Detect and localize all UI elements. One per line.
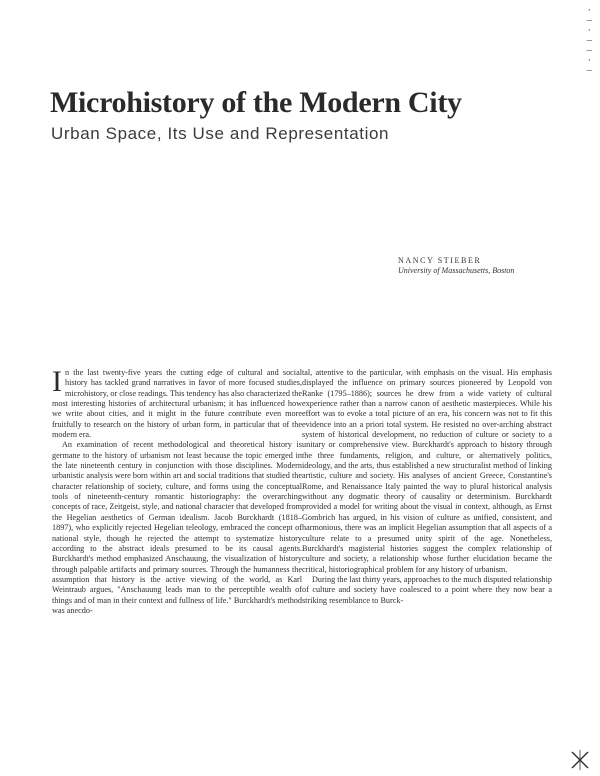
drop-cap: I: [52, 365, 62, 398]
article-title: Microhistory of the Modern City: [50, 86, 462, 119]
author-block: [398, 256, 568, 275]
author-name: NANCY STIEBER: [398, 256, 482, 265]
paragraph: During the last thirty years, approaches to the much disputed relationship of culture and society have coalesced to a point where they now bear a striking resemblance to Burck-: [302, 574, 552, 605]
article-subtitle: Urban Space, Its Use and Representation: [51, 124, 390, 143]
crop-mark-icon: [570, 750, 590, 770]
paragraph: An examination of recent methodological and theoretical history is germane to the history of urbanism not least because the topic emerged in the late nineteenth century in conjunction with those disciplines. Modern urbanistic analysis were born within art and social traditions that studied the character relationship of society, culture, and forms using the conceptual tools of nineteenth-century romantic historiography: the overarching concepts of race, Zeitgeist, style, and national character that developed from the Hegelian aesthetics of German idealism. Jacob Burckhardt (1818–1897), who explicitly rejected Hegelian teleology, embraced the concept of national style, though he rejected the attempt to systematize history according to the abstract ideals presumed to be its causal agents. Burckhardt's method emphasized Anschauung, the visualization of history through palpable artifacts and primary sources. Through the humanness the assumption that history is the active viewing of the world, as Karl Weintraub argues, "Anschauung leads man to the perceptible wealth of things and of man in their context and fullness of life." Burckhardt's method was anecdo-: [52, 440, 302, 615]
paragraph: tal, attentive to the particular, with emphasis on the visual. His emphasis displayed the influence on primary sources pioneered by Leopold von Ranke (1795–1886); sources he drew from a wide variety of cultural experience rather than a narrow canon of aesthetic masterpieces. While his effort was to evoke a total picture of an era, his concern was not to fit this evidence into an a priori total system. He resisted no over-arching abstract system of historical development, no reduction of culture or society to a unitary or comprehensive view. Burckhardt's approach to history through the three fundaments, religion, and culture, or alternatively politics, ideology, and the arts, thus established a new structuralist method of linking artistic, culture and society. His analyses of ancient Greece, Constantine's Rome, and Renaissance Italy painted the way to plural historical analysis without any dogmatic theory of causality or determinism. Burckhardt provided a model for writing about the visual in context, although, as Ernst Gombrich has argued, in his vision of culture as unified, consistent, and harmonious, there was an implicit Hegelian assumption that all aspects of a culture relate to a presumed unity spirit of the age. Nonetheless, Burckhardt's magisterial histories suggest the complex relationship of culture and society, a relationship whose further elucidation became the critical, historiographical problem for any history of urbanism.: [302, 368, 552, 574]
body-column-right: [302, 368, 552, 606]
body-column-left: [52, 365, 302, 616]
paragraph: In the last twenty-five years the cutting edge of cultural and social history has tackled grand narratives in favor of more focused studies, microhistory, or close readings. This tendency has also characterized the most interesting histories of architectural urbanism; it has influenced how we write about cities, and it might in the future contribute even more fruitfully to research on the history of urban form, in particular that of the modern era.: [52, 365, 302, 440]
author-affiliation: University of Massachusetts, Boston: [398, 266, 515, 275]
scan-edge-marks: · — · — — · —: [586, 6, 592, 76]
